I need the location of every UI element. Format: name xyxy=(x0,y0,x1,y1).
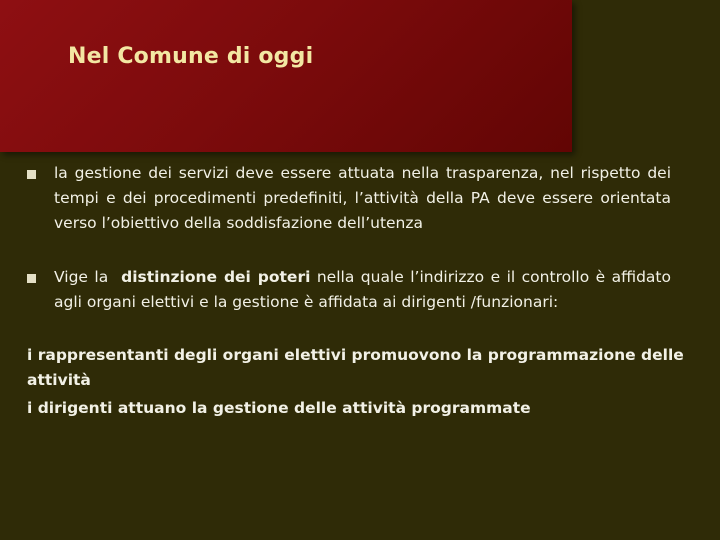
bullet-item-2-emphasis: distinzione dei poteri xyxy=(121,268,311,286)
slide-title: Nel Comune di oggi xyxy=(68,44,314,69)
square-bullet-icon xyxy=(27,170,36,179)
bullet-item-2-suffix: nella quale l’indirizzo e il controllo è affidato agli organi elettivi e la gestione è affidata ai dirigenti /funzionari: xyxy=(54,268,671,311)
bullet-item-2 xyxy=(54,265,671,315)
bold-statement-2: i dirigenti attuano la gestione delle attività programmate xyxy=(27,399,531,417)
bullet-item-2-prefix: Vige la xyxy=(54,268,109,286)
bold-statement-1: i rappresentanti degli organi elettivi promuovono la programmazione delle attività xyxy=(27,346,684,389)
square-bullet-icon xyxy=(27,274,36,283)
bullet-item-1: la gestione dei servizi deve essere attuata nella trasparenza, nel rispetto dei tempi e dei procedimenti predefiniti, l’attività della PA deve essere orientata verso l’obiettivo della soddisfazione dell’utenza xyxy=(54,164,671,232)
